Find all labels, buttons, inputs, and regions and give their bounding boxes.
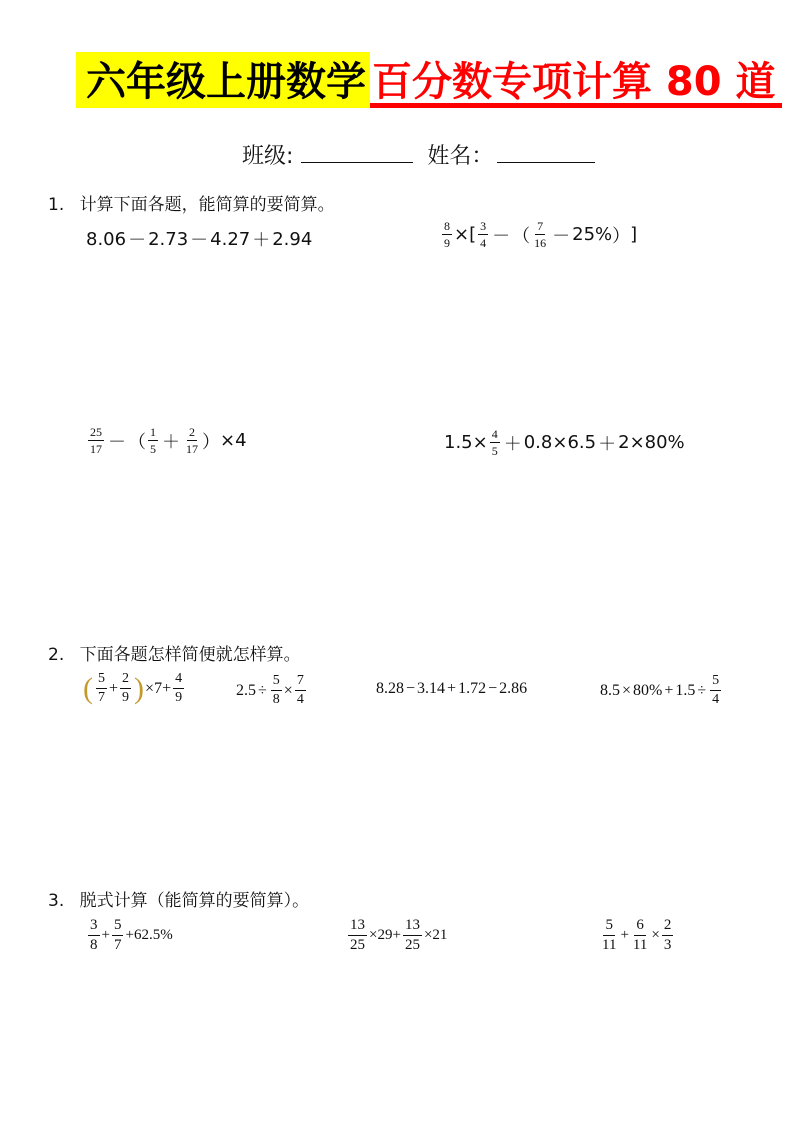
- class-blank[interactable]: [301, 138, 413, 163]
- fraction: [295, 674, 306, 707]
- numerator: 4: [491, 427, 498, 441]
- num: 21: [432, 927, 448, 943]
- times-sign: ×: [283, 681, 293, 699]
- num: 0.8: [523, 432, 553, 453]
- problem-1a: [86, 226, 312, 252]
- fraction: [112, 918, 124, 953]
- title-emphasis: 百分数专项计算 80 道: [370, 52, 782, 108]
- num: 2.86: [499, 680, 528, 697]
- left-paren: (: [83, 671, 93, 705]
- section-instruction: 计算下面各题，能简算的要简算。: [79, 195, 335, 215]
- numerator: 5: [710, 674, 721, 691]
- fraction: [173, 672, 184, 705]
- denominator: 25: [350, 937, 365, 953]
- denominator: 17: [186, 442, 198, 456]
- times-sign: ×: [220, 430, 236, 451]
- numerator: 3: [480, 219, 487, 233]
- problem-text: [0, 0, 1, 1]
- student-info: [242, 138, 595, 170]
- fraction: [442, 220, 452, 249]
- numerator: 5: [96, 672, 107, 689]
- plus-sign: +: [109, 679, 119, 697]
- num: 8.5: [600, 681, 620, 699]
- times-sign: ×: [629, 432, 645, 453]
- section-3-heading: [48, 886, 309, 911]
- denominator: 8: [90, 937, 98, 953]
- fraction: [271, 674, 282, 707]
- problem-3c: [598, 918, 675, 953]
- right-paren: ）: [202, 431, 220, 453]
- numerator: 1: [150, 425, 156, 439]
- numerator: 5: [112, 918, 124, 936]
- num: 2.73: [148, 228, 189, 250]
- minus-sign: －: [552, 225, 571, 247]
- section-instruction: 脱式计算（能简算的要简算）。: [79, 891, 310, 911]
- denominator: 17: [90, 442, 102, 456]
- fraction: [478, 220, 488, 249]
- page-title: [76, 52, 782, 108]
- denominator: 9: [175, 690, 183, 705]
- minus-sign: －: [190, 230, 209, 251]
- denominator: 16: [534, 236, 547, 250]
- num: 8.06: [86, 228, 127, 250]
- times-sign: ×: [472, 432, 488, 453]
- percent-value: 62.5%: [133, 927, 173, 943]
- denominator: 5: [150, 442, 156, 456]
- plus-sign: ＋: [503, 433, 522, 455]
- num: 2: [618, 432, 630, 453]
- problem-2c: [376, 680, 527, 698]
- denominator: 9: [444, 236, 450, 250]
- numerator: 2: [189, 425, 195, 439]
- numerator: 3: [88, 918, 100, 936]
- fraction: [120, 672, 131, 705]
- plus-sign: +: [447, 680, 457, 697]
- problem-1c: [86, 426, 247, 455]
- right-paren: ）: [612, 225, 631, 247]
- numerator: 7: [537, 219, 544, 233]
- plus-sign: +: [101, 927, 110, 943]
- divide-sign: ÷: [258, 681, 267, 699]
- fraction: [96, 672, 107, 705]
- plus-sign: ＋: [162, 431, 180, 453]
- numerator: 5: [271, 674, 282, 691]
- numerator: 13: [403, 918, 422, 936]
- times-sign: ×: [145, 679, 155, 697]
- fraction: [490, 428, 500, 457]
- denominator: 4: [712, 692, 720, 707]
- num: 1.5: [675, 681, 696, 699]
- fraction: [403, 918, 422, 953]
- fraction: [532, 220, 548, 249]
- minus-sign: －: [128, 230, 147, 251]
- fraction: [148, 426, 158, 455]
- num: 8.28: [376, 680, 404, 697]
- times-sign: ×: [552, 432, 568, 453]
- minus-sign: －: [492, 225, 511, 247]
- plus-sign: +: [620, 927, 629, 943]
- minus-sign: −: [406, 680, 416, 697]
- right-paren: ): [134, 671, 145, 705]
- numerator: 5: [603, 918, 615, 936]
- num: 6.5: [567, 432, 597, 453]
- denominator: 7: [113, 937, 122, 953]
- times-sign: ×: [423, 927, 433, 943]
- denominator: 3: [663, 937, 672, 953]
- fraction: [88, 918, 100, 953]
- numerator: 4: [173, 672, 184, 689]
- title-highlight: 六年级上册数学: [76, 52, 370, 108]
- fraction: [631, 918, 649, 953]
- denominator: 11: [602, 937, 617, 953]
- section-number: 3.: [48, 891, 65, 911]
- times-sign: ×: [622, 681, 632, 699]
- num: 3.14: [417, 680, 446, 697]
- numerator: 2: [662, 918, 674, 936]
- problem-text-list: [0, 0, 1, 1]
- numerator: 25: [90, 425, 102, 439]
- problem-2a: [82, 672, 186, 705]
- num: 2.5: [236, 681, 256, 699]
- numerator: 6: [634, 918, 646, 936]
- name-label: 姓名：: [427, 144, 494, 169]
- name-blank[interactable]: [497, 138, 595, 163]
- problem-3a: [86, 918, 173, 953]
- denominator: 25: [404, 937, 420, 953]
- fraction: [348, 918, 367, 953]
- problem-1b: [440, 220, 637, 249]
- num: 2.94: [272, 228, 313, 250]
- num: 1.5: [444, 432, 473, 453]
- fraction: [600, 918, 618, 953]
- divide-sign: ÷: [697, 681, 707, 699]
- denominator: 4: [296, 692, 304, 707]
- denominator: 8: [272, 692, 280, 707]
- minus-sign: －: [108, 431, 126, 453]
- right-bracket: ]: [630, 224, 638, 245]
- num: 4.27: [210, 228, 251, 250]
- section-instruction: 下面各题怎样简便就怎样算。: [79, 645, 301, 665]
- left-paren: （: [128, 431, 146, 453]
- problem-1d: [444, 428, 685, 457]
- problem-2d: [600, 674, 723, 707]
- times-sign: ×: [369, 927, 378, 943]
- plus-sign: ＋: [598, 433, 617, 455]
- section-1-heading: [48, 190, 335, 215]
- fraction: [710, 674, 721, 707]
- plus-sign: +: [162, 679, 172, 697]
- numerator: 7: [295, 674, 306, 691]
- plus-sign: +: [392, 927, 401, 943]
- class-label: 班级:: [242, 144, 294, 169]
- minus-sign: −: [488, 680, 498, 697]
- left-paren: （: [512, 225, 531, 247]
- plus-sign: ＋: [252, 230, 271, 251]
- denominator: 5: [491, 444, 498, 458]
- percent-value: 80%: [644, 432, 685, 453]
- problem-2b: [236, 674, 308, 707]
- num: 7: [154, 679, 163, 697]
- plus-sign: +: [125, 927, 134, 943]
- numerator: 2: [120, 672, 131, 689]
- numerator: 8: [444, 219, 450, 233]
- plus-sign: +: [664, 681, 674, 699]
- denominator: 4: [480, 236, 487, 250]
- percent-value: 80%: [633, 681, 663, 699]
- times-sign: ×: [454, 224, 470, 245]
- fraction: [88, 426, 104, 455]
- problem-3b: [346, 918, 447, 953]
- num: 1.72: [458, 680, 487, 697]
- section-2-heading: [48, 640, 301, 665]
- left-bracket: [: [469, 224, 477, 245]
- denominator: 11: [632, 937, 648, 953]
- section-number: 2.: [48, 645, 65, 665]
- section-number: 1.: [48, 195, 65, 215]
- num: 4: [235, 430, 247, 451]
- numerator: 13: [348, 918, 367, 936]
- percent-value: 25%: [572, 224, 613, 245]
- denominator: 9: [122, 690, 130, 705]
- fraction: [184, 426, 200, 455]
- times-sign: ×: [651, 927, 660, 943]
- fraction: [662, 918, 674, 953]
- denominator: 7: [98, 690, 105, 705]
- num: 29: [377, 927, 393, 943]
